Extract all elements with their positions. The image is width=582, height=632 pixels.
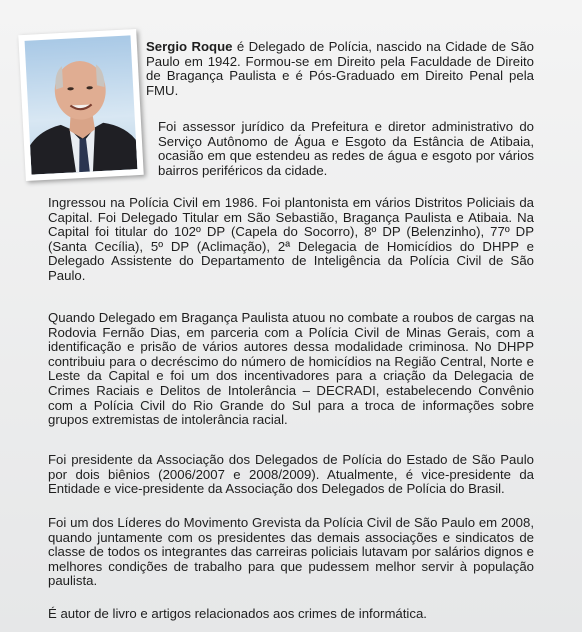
bio-paragraph-author: É autor de livro e artigos relacionados aos crimes de informática. [48,606,427,621]
bio-paragraph-police-career: Ingressou na Polícia Civil em 1986. Foi plantonista em vários Distritos Policiais da Capital. Foi Delegado Titular em São Sebastião, Bragança Paulista e Atibaia. Na Capital foi titular do 102º DP (Capela do Socorro), 8º DP (Belenzinho), 77º DP (Santa Cecília), 5º DP (Aclimação), 2ª Delegacia de Homicídios do DHPP e Delegado Assistente do Departamento de Inteligência da Polícia Civil de São Paulo. [48,195,534,283]
person-name: Sergio Roque [146,39,233,54]
bio-paragraph-achievements: Quando Delegado em Bragança Paulista atuou no combate a roubos de cargas na Rodovia Fernão Dias, em parceria com a Polícia Civil de Minas Gerais, com a identificação e prisão de vários autores dessa modalidade criminosa. No DHPP contribuiu para o decréscimo do número de homicídios na Região Central, Norte e Leste da Capital e foi um dos incentivadores para a criação da Delegacia de Crimes Raciais e Delitos de Intolerância – DECRADI, estabelecendo Convênio com a Polícia Civil do Rio Grande do Sul para a troca de informações sobre grupos extremistas de intolerância racial. [48,310,534,428]
bio-intro-paragraph [146,40,534,98]
portrait-photo-frame [18,29,143,181]
bio-intro-text: é Delegado de Polícia, nascido na Cidade de São Paulo em 1942. Formou-se em Direito pela Faculdade de Direito de Bragança Paulista e é Pós-Graduado em Direito Penal pela FMU. [146,39,534,98]
portrait-photo [25,35,138,174]
portrait-illustration [25,35,138,174]
bio-paragraph-association: Foi presidente da Associação dos Delegados de Polícia do Estado de São Paulo por dois biênios (2006/2007 e 2008/2009). Atualmente, é vice-presidente da Entidade e vice-presidente da Associação dos Delegados de Polícia do Brasil. [48,452,534,497]
bio-paragraph-strike-movement: Foi um dos Líderes do Movimento Grevista da Polícia Civil de São Paulo em 2008, quando juntamente com os presidentes das demais associações e sindicatos de classe de todos os integrantes das carreiras policiais lutavam por salários dignos e melhores condições de trabalho para que pudessem melhor servir à população paulista. [48,515,534,589]
bio-paragraph-career-atibaia: Foi assessor jurídico da Prefeitura e diretor administrativo do Serviço Autônomo de Água e Esgoto da Estância de Atibaia, ocasião em que estendeu as redes de água e esgoto por vários bairros periféricos da cidade. [158,119,534,178]
